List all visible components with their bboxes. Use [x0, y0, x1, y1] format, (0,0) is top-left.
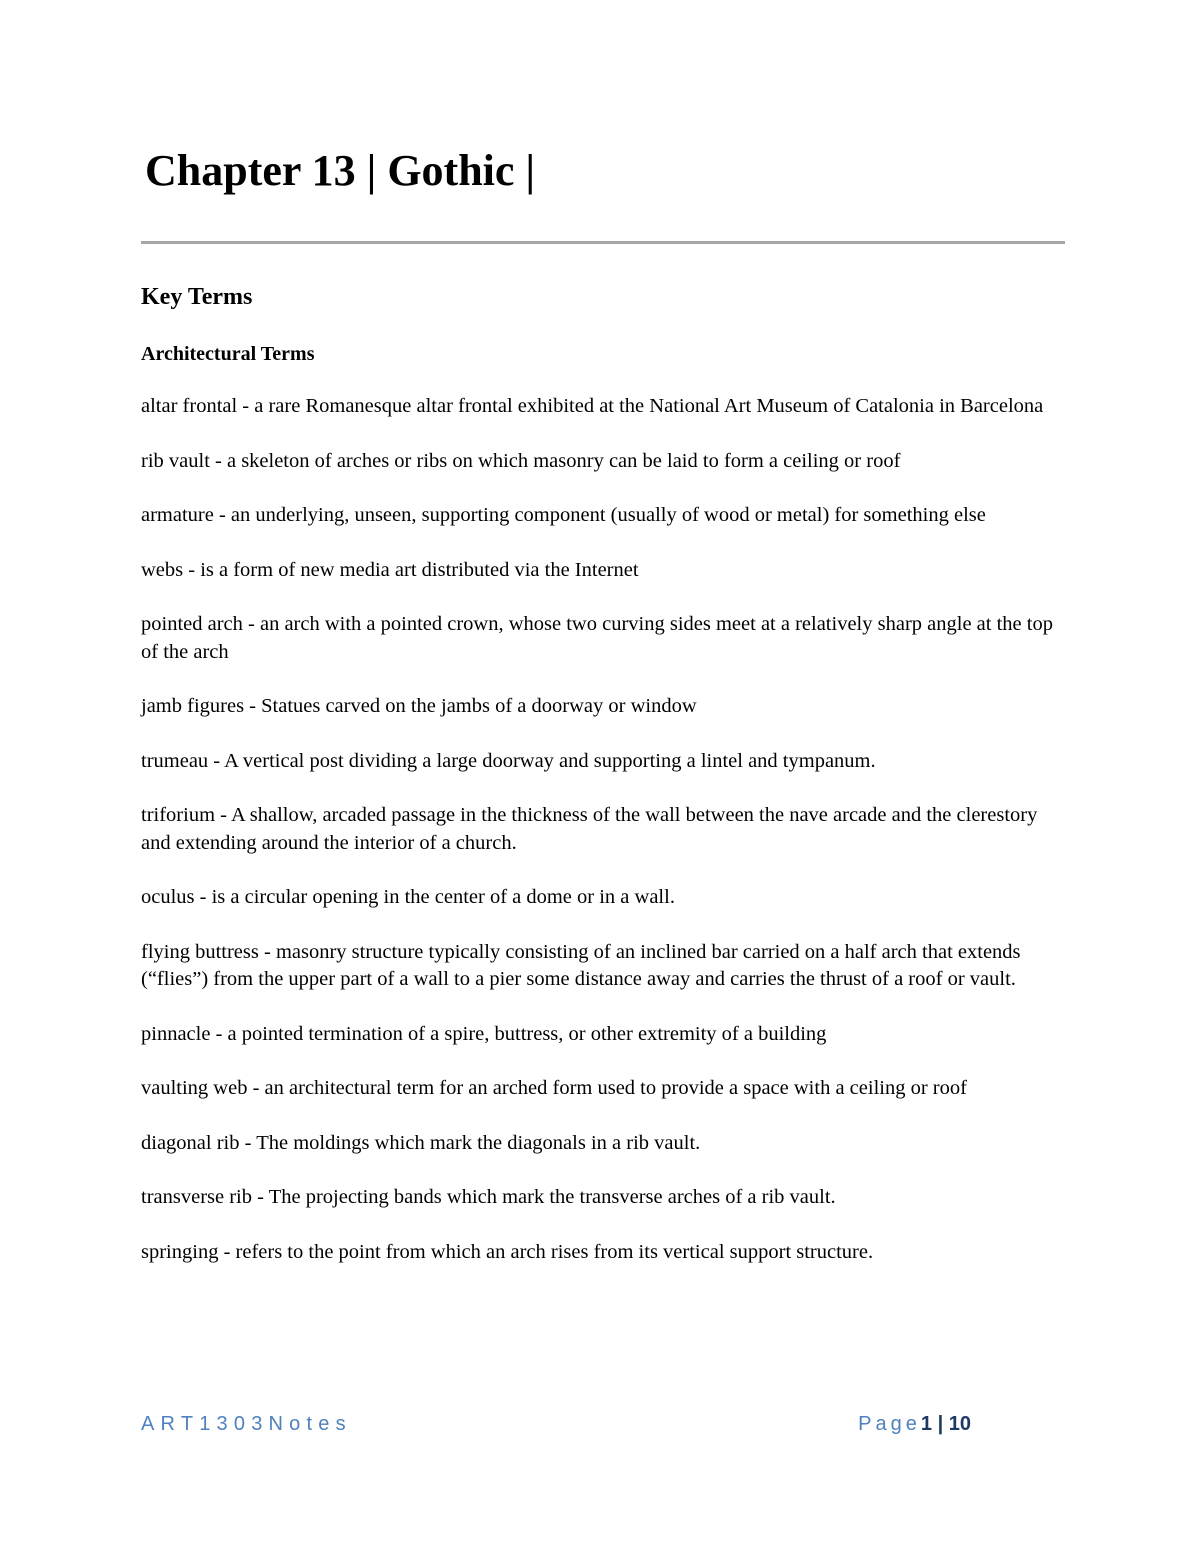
term-entry: transverse rib - The projecting bands which mark the transverse arches of a rib vault. [141, 1186, 836, 1208]
term-entry: diagonal rib - The moldings which mark the diagonals in a rib vault. [141, 1131, 701, 1154]
term-entry: springing - refers to the point from which an arch rises from its vertical support structure. [141, 1240, 874, 1263]
title-divider [141, 241, 1065, 244]
footer-page-indicator [858, 1413, 971, 1436]
term-entry: oculus - is a circular opening in the center of a dome or in a wall. [141, 886, 675, 908]
term-entry: pinnacle - a pointed termination of a spire, buttress, or other extremity of a building [141, 1022, 827, 1045]
chapter-title: Chapter 13 | Gothic | [145, 146, 536, 195]
total-pages: 10 [948, 1413, 971, 1435]
term-entry: flying buttress - masonry structure typically consisting of an inclined bar carried on a half arch that extends (“flies”) from the upper part of a wall to a pier some distance away and carries the thrust of a roof or vault. [141, 940, 1021, 990]
term-entry: jamb figures - Statues carved on the jambs of a doorway or window [141, 695, 697, 717]
term-entry: altar frontal - a rare Romanesque altar frontal exhibited at the National Art Museum of Catalonia in Barcelona [141, 395, 1044, 417]
term-entry: pointed arch - an arch with a pointed crown, whose two curving sides meet at a relatively sharp angle at the top of the arch [141, 613, 1053, 663]
page-separator: | [937, 1413, 944, 1435]
term-entry: vaulting web - an architectural term for an arched form used to provide a space with a ceiling or roof [141, 1077, 967, 1099]
term-entry: trumeau - A vertical post dividing a large doorway and supporting a lintel and tympanum. [141, 749, 876, 772]
page-footer [141, 1413, 971, 1441]
subsection-heading: Architectural Terms [141, 343, 315, 365]
page-number: 1 [920, 1413, 933, 1435]
term-entry: rib vault - a skeleton of arches or ribs on which masonry can be laid to form a ceiling or roof [141, 449, 901, 472]
term-entry: webs - is a form of new media art distributed via the Internet [141, 558, 639, 581]
term-entry: armature - an underlying, unseen, supporting component (usually of wood or metal) for something else [141, 504, 986, 526]
section-heading: Key Terms [141, 284, 253, 310]
terms-list [141, 393, 1056, 1293]
footer-course-notes: ART1303Notes [141, 1413, 352, 1435]
page-label: Page [858, 1413, 921, 1435]
term-entry: triforium - A shallow, arcaded passage in the thickness of the wall between the nave arcade and the clerestory and extending around the interior of a church. [141, 804, 1038, 854]
